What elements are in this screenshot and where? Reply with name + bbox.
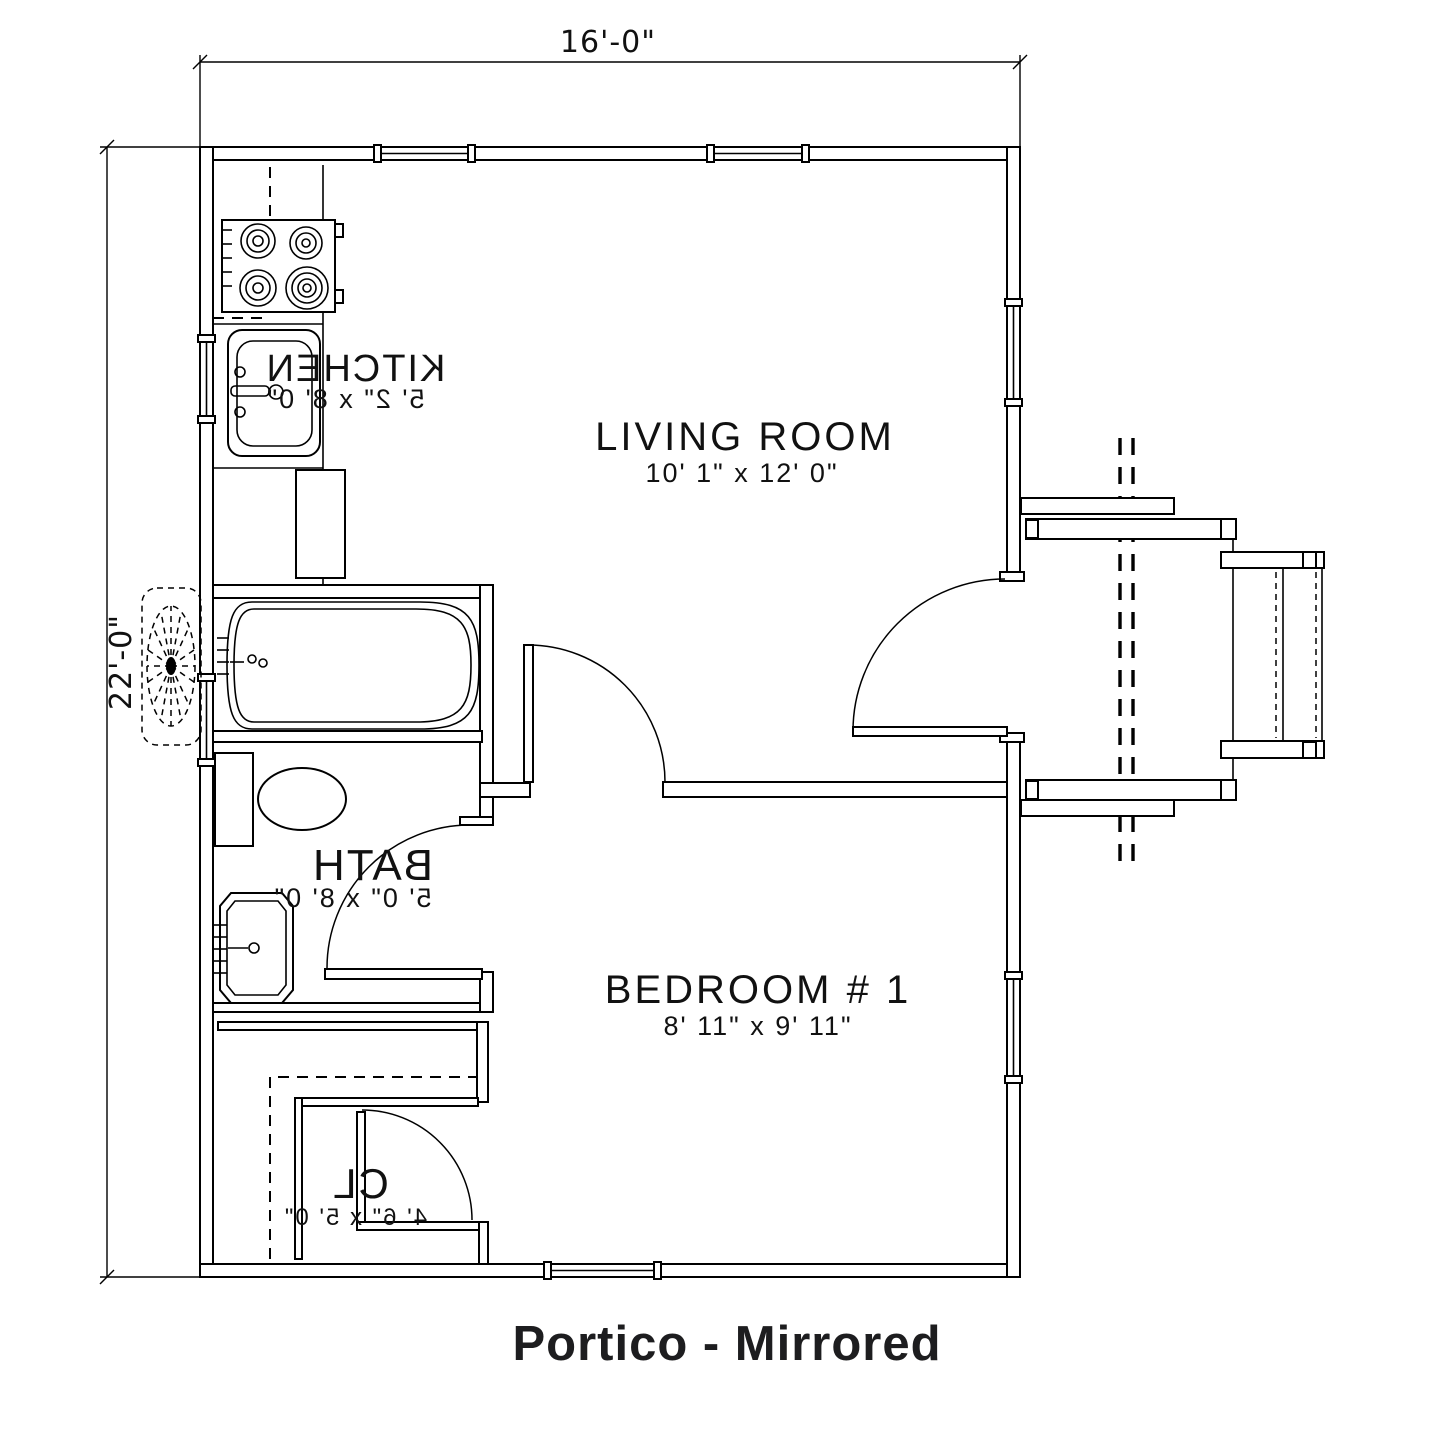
bathtub: [217, 602, 479, 729]
dimension-left: [100, 140, 200, 1284]
dimension-top: [193, 25, 1027, 147]
portico-deck: [1026, 519, 1236, 800]
kitchen-bath-wall: [213, 585, 492, 598]
living-room-size: 10' 1" x 12' 0": [645, 458, 839, 488]
closet-label: CL: [331, 1160, 389, 1207]
bedroom-door: [524, 645, 665, 782]
window: [1005, 299, 1022, 406]
bath-bottom-wall: [213, 1003, 490, 1012]
page-title: Portico - Mirrored: [512, 1317, 942, 1371]
kitchen-size: 5' 2" x 8' 0": [265, 384, 425, 414]
window: [1005, 972, 1022, 1083]
living-room-label: LIVING ROOM: [595, 415, 895, 459]
window: [198, 335, 215, 423]
bath-area: [214, 602, 482, 1003]
bedroom-label: BEDROOM # 1: [604, 968, 912, 1012]
portico-rail-bottom: [1021, 800, 1174, 816]
window: [707, 145, 809, 162]
portico-steps: [1221, 552, 1324, 758]
dimension-width-label: 16'-0": [559, 25, 657, 60]
closet-inner-wall: [295, 1098, 478, 1106]
toilet: [215, 753, 346, 846]
window: [544, 1262, 661, 1279]
stove: [222, 220, 343, 312]
windows: [198, 145, 1022, 1279]
closet-size: 4' 6" x 5' 0": [282, 1204, 428, 1231]
tub-bottom-wall: [213, 731, 482, 742]
bath-size: 5' 0" x 8' 0": [272, 883, 432, 913]
ceiling-fan-icon: [142, 588, 201, 745]
portico-rail-top: [1021, 498, 1174, 514]
bath-label: BATH: [310, 841, 434, 890]
hall-wall: [480, 783, 530, 797]
bedroom-living-wall: [663, 782, 1007, 797]
window: [374, 145, 475, 162]
dimension-height-label: 22'-0": [104, 613, 139, 711]
portico: [1021, 438, 1324, 872]
entry-door: [853, 579, 1007, 736]
refrigerator: [296, 470, 345, 578]
closet-top-wall: [218, 1022, 478, 1030]
bedroom-size: 8' 11" x 9' 11": [663, 1011, 853, 1041]
kitchen-label: KITCHEN: [264, 348, 446, 390]
